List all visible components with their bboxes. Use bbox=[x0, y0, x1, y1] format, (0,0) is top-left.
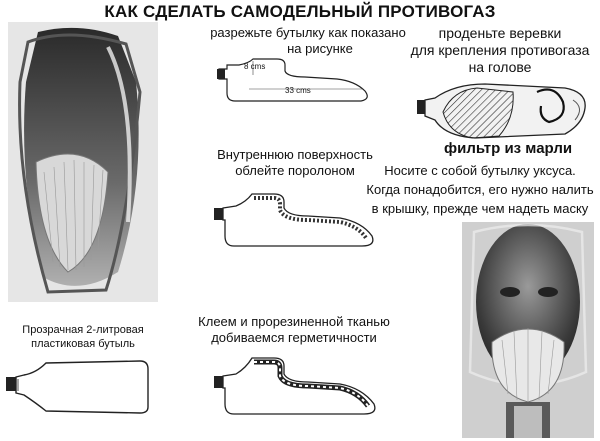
step-bottle-caption bbox=[8, 323, 158, 351]
step-foam-line-2: облейте поролоном bbox=[235, 163, 355, 178]
step-rope-line-3: на голове bbox=[468, 59, 532, 75]
step-vinegar-line-2: Когда понадобится, его нужно налить bbox=[366, 182, 594, 197]
step-rope-line-1: проденьте веревки bbox=[438, 25, 562, 41]
step-foam-line-1: Внутреннюю поверхность bbox=[217, 147, 373, 162]
photo-mask-worn-front bbox=[462, 222, 594, 438]
step-foam-caption bbox=[200, 147, 390, 179]
dim-height-label: 8 cms bbox=[244, 62, 266, 71]
step-seal-caption bbox=[190, 314, 398, 346]
page-title: КАК СДЕЛАТЬ САМОДЕЛЬНЫЙ ПРОТИВОГАЗ bbox=[104, 2, 496, 21]
diagram-plastic-bottle bbox=[4, 355, 154, 417]
step-seal-line-1: Клеем и прорезиненной тканью bbox=[198, 314, 390, 329]
filter-label: фильтр из марли bbox=[444, 140, 573, 157]
step-seal-line-2: добиваемся герметичности bbox=[211, 330, 377, 345]
step-rope-line-2: для крепления противогаза bbox=[410, 42, 590, 58]
step-bottle-line-1: Прозрачная 2-литровая bbox=[22, 324, 144, 336]
diagram-mask-with-rope bbox=[415, 78, 595, 148]
diagram-cut-bottle bbox=[215, 55, 385, 105]
photo-mask-worn-side bbox=[8, 22, 158, 302]
step-cut-line-2: на рисунке bbox=[287, 41, 353, 56]
step-bottle-line-2: пластиковая бутыль bbox=[31, 338, 135, 350]
step-cut-line-1: разрежьте бутылку как показано bbox=[210, 25, 406, 40]
step-vinegar-line-3: в крышку, прежде чем надеть маску bbox=[371, 201, 589, 216]
dim-length-label: 33 cms bbox=[285, 86, 311, 95]
diagram-foam-lined bbox=[212, 188, 387, 250]
diagram-sealed-edges bbox=[212, 352, 387, 420]
step-cut-caption bbox=[198, 25, 418, 57]
step-rope-caption bbox=[408, 25, 592, 76]
step-vinegar-caption bbox=[364, 163, 596, 217]
step-vinegar-line-1: Носите с собой бутылку уксуса. bbox=[384, 163, 576, 178]
